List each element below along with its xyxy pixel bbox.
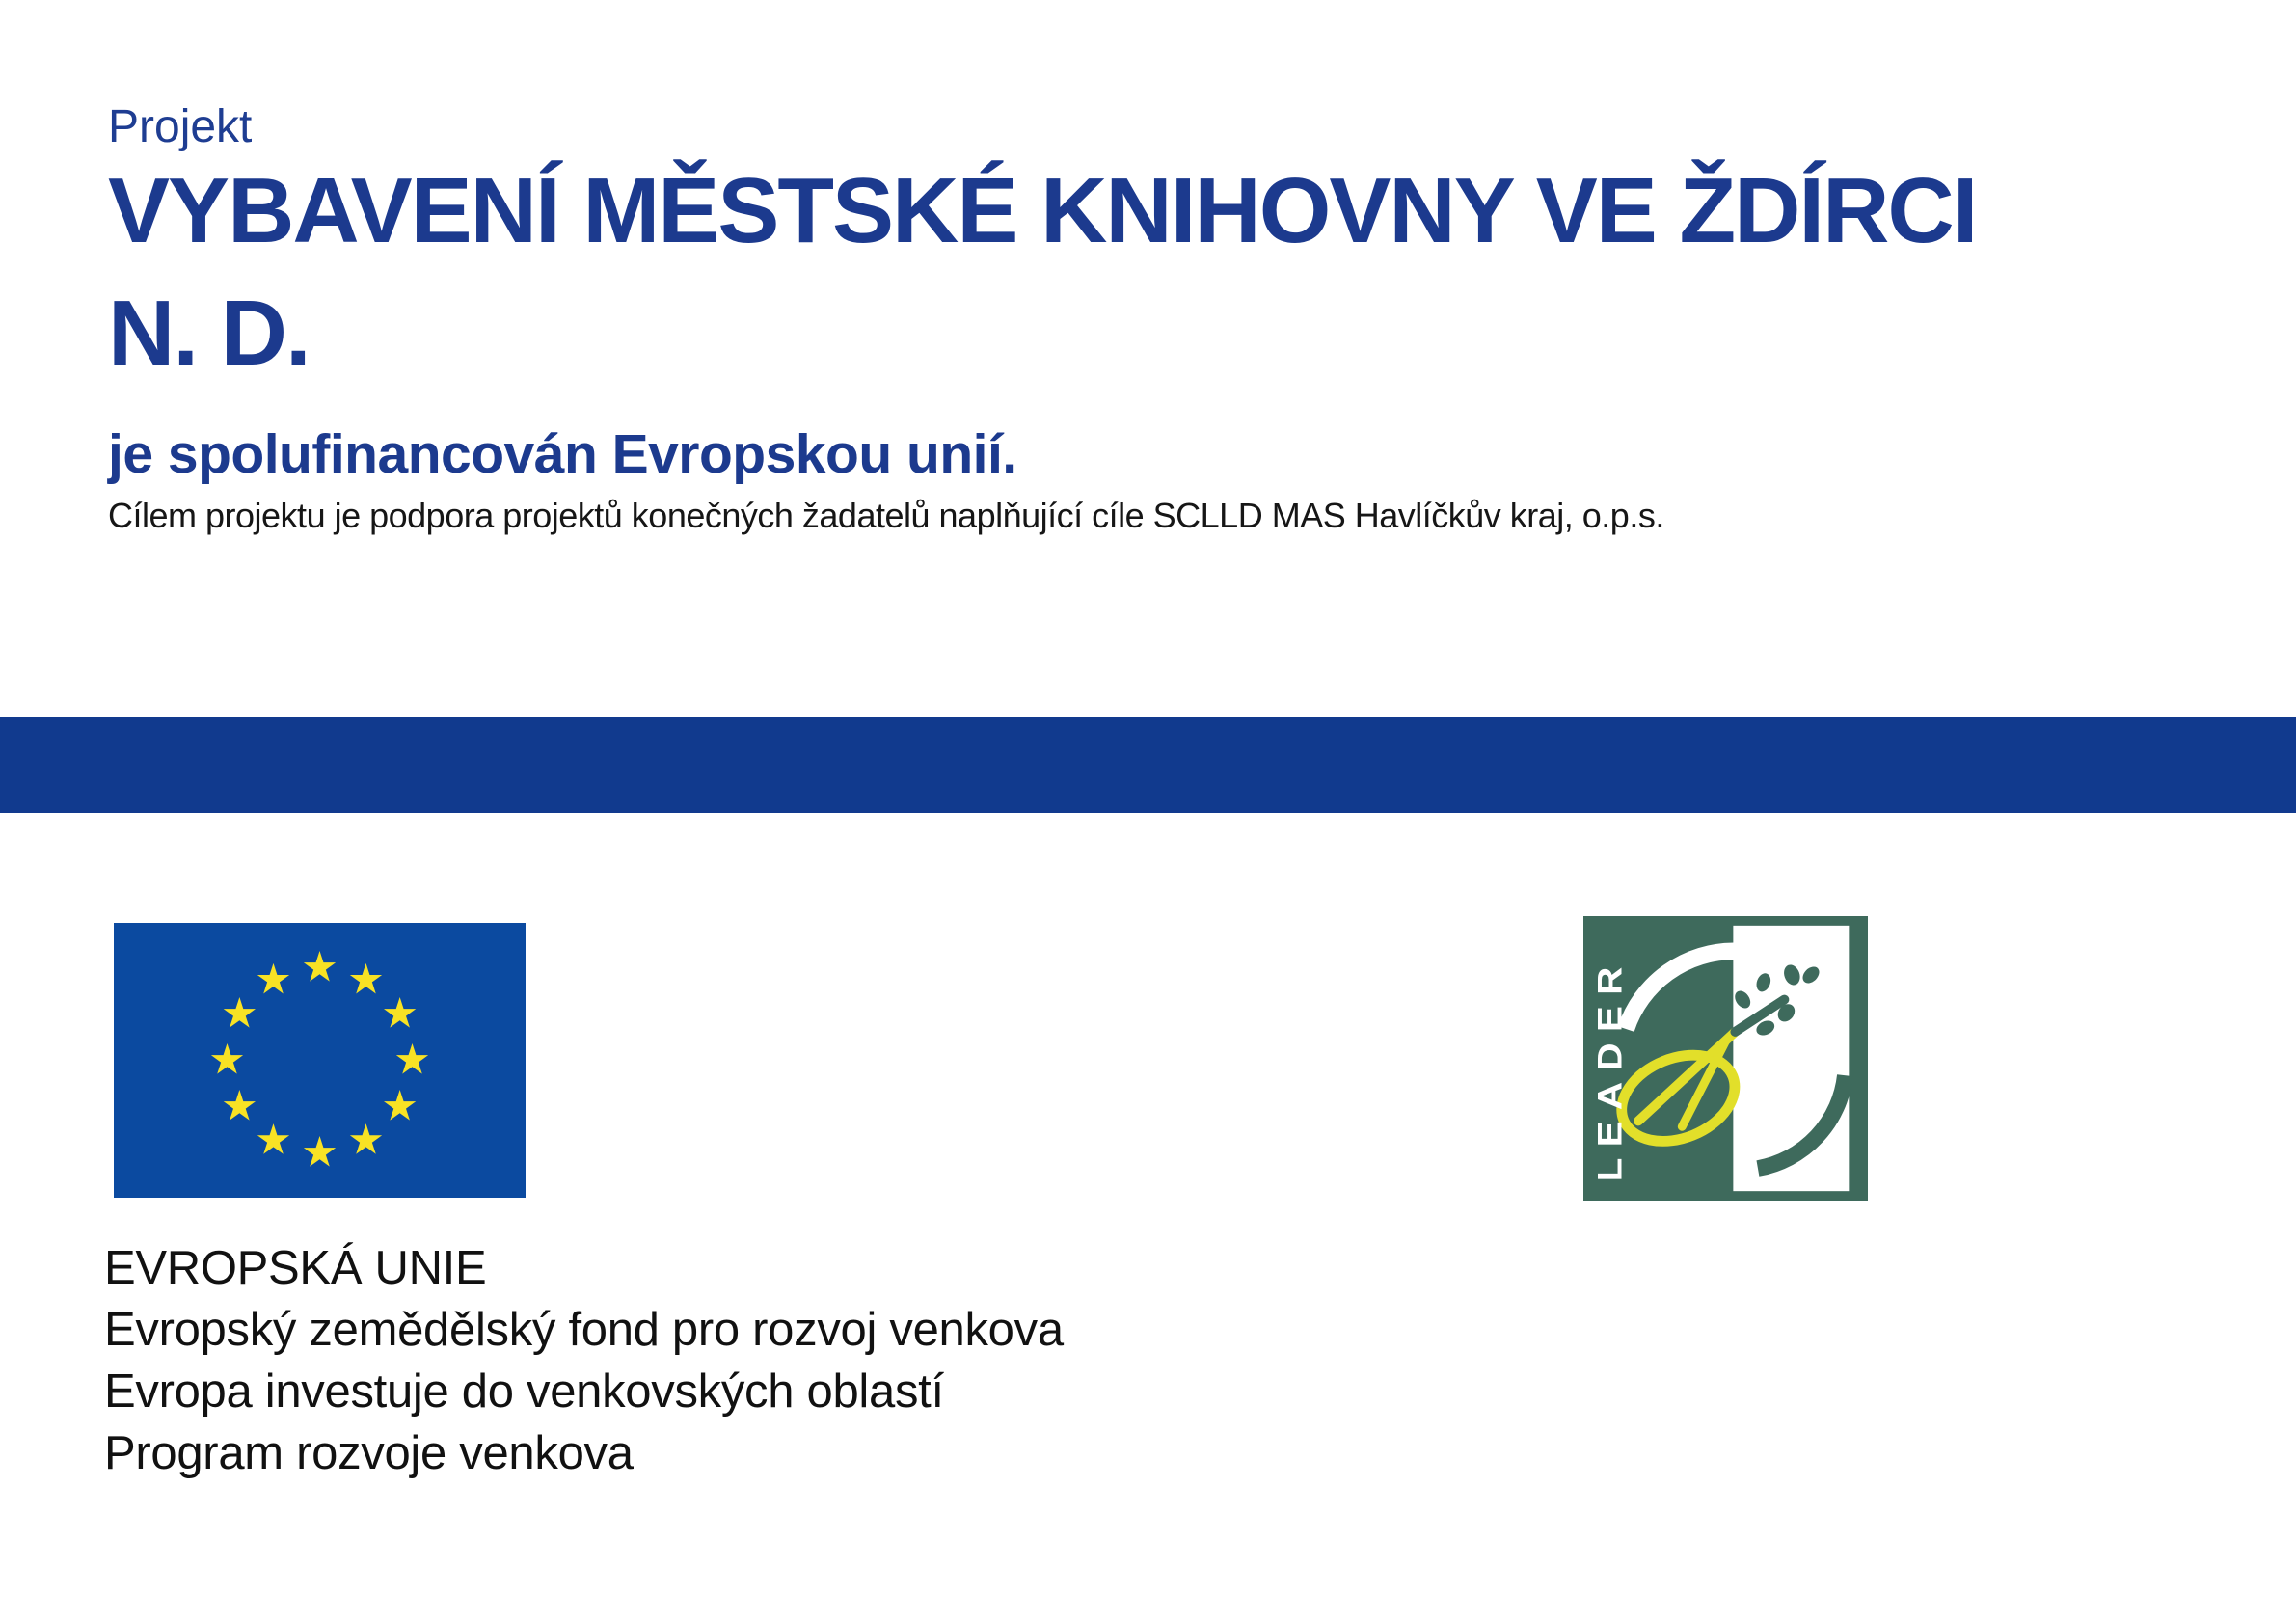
cofinancing-subtitle: je spolufinancován Evropskou unií. (108, 423, 1017, 485)
project-title-line1: VYBAVENÍ MĚSTSKÉ KNIHOVNY VE ŽDÍRCI (108, 159, 1977, 262)
project-description: Cílem projektu je podpora projektů konečných žadatelů naplňující cíle SCLLD MAS Havlíčkův kraj, o.p.s. (108, 496, 1664, 535)
project-title-line2: N. D. (108, 281, 310, 385)
leader-logo-icon (1583, 916, 1868, 1201)
eu-funding-line-program: Program rozvoje venkova (104, 1427, 634, 1479)
leader-logo-wordmark: LEADER (1590, 984, 1630, 1182)
project-title (108, 150, 2229, 394)
eu-funding-line-invest: Evropa investuje do venkovských oblastí (104, 1366, 944, 1418)
eu-funding-line-union: EVROPSKÁ UNIE (104, 1242, 487, 1294)
eu-funding-text-block (104, 1237, 1064, 1484)
blue-divider-band (0, 717, 2296, 813)
eu-funding-line-fund: Evropský zemědělský fond pro rozvoj venkova (104, 1304, 1064, 1356)
eu-flag-icon (114, 923, 526, 1198)
project-kicker: Projekt (108, 101, 253, 152)
